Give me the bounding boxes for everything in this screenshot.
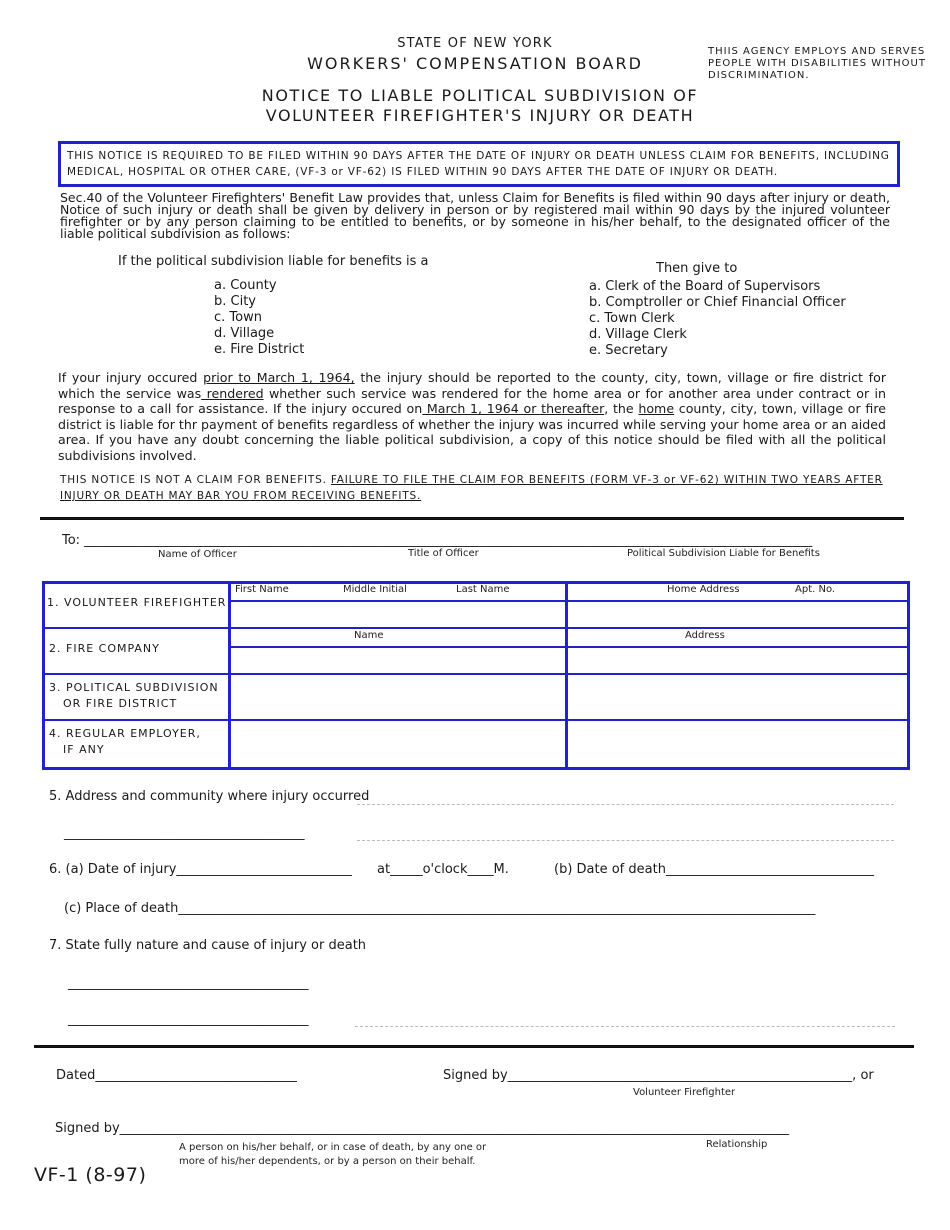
q6a-time-of-injury-field[interactable]: at_____o'clock____M. [377, 862, 509, 877]
last-name-caption: Last Name [456, 584, 510, 595]
first-name-caption: First Name [235, 584, 289, 595]
subdivision-list [214, 278, 304, 358]
form-number: VF-1 (8-97) [34, 1164, 147, 1186]
row-label-regular-employer: 4. REGULAR EMPLOYER, IF ANY [49, 727, 201, 756]
form-title-line-1: NOTICE TO LIABLE POLITICAL SUBDIVISION OF [261, 86, 699, 105]
section-divider [34, 1045, 914, 1048]
list-item: b. City [214, 294, 256, 309]
volunteer-firefighter-caption: Volunteer Firefighter [633, 1087, 736, 1098]
employer-name-field[interactable] [231, 721, 565, 767]
row-label-fire-company: 2. FIRE COMPANY [49, 642, 160, 655]
filing-deadline-notice: THIS NOTICE IS REQUIRED TO BE FILED WITHIN 90 DAYS AFTER THE DATE OF INJURY OR DEATH UNLESS CLAIM FOR BENEFITS, INCLUDING MEDICAL, HOSPITAL OR OTHER CARE, (VF-3 or VF-62) IS FILED WITHIN 90 DAYS AFTER THE DATE OF INJURY OR DEATH. [58, 141, 900, 187]
list-item: d. Village Clerk [589, 327, 687, 342]
middle-initial-caption: Middle Initial [343, 584, 407, 595]
agency-board-name: WORKERS' COMPENSATION BOARD [307, 54, 643, 73]
title-of-officer-caption: Title of Officer [408, 548, 479, 559]
firefighter-signature-field[interactable]: Signed by_____________________________________________________, or [443, 1068, 874, 1083]
subdivision-caption: Political Subdivision Liable for Benefits [627, 548, 820, 559]
list-item: a. Clerk of the Board of Supervisors [589, 279, 821, 294]
home-address-caption: Home Address [667, 584, 740, 595]
subdivision-name-field[interactable] [231, 675, 565, 719]
not-a-claim-warning: THIS NOTICE IS NOT A CLAIM FOR BENEFITS. FAILURE TO FILE THE CLAIM FOR BENEFITS (FORM VF-3 or VF-62) WITHIN TWO YEARS AFTER INJURY OR DEATH MAY BAR YOU FROM RECEIVING BENEFITS. [60, 474, 883, 502]
reporting-instructions: If your injury occured prior to March 1, 1964, the injury should be reported to the county, city, town, village or fire district for which the service was rendered whether such service was rendered for the home area or for another area under contract or in response to a call for assistance. If the injury occured on March 1, 1964 or thereafter, the home county, city, town, village or fire district is liable for thr payment of benefits regardless of whether the injury was incurred while serving your home area or an aided area. If you have any doubt concerning the liable political subdivision, a copy of this notice should be filed with all the political subdivisions involved. [58, 370, 887, 463]
row-label-political-subdivision: 3. POLITICAL SUBDIVISION OR FIRE DISTRICT [49, 681, 219, 710]
employer-address-field[interactable] [568, 721, 907, 767]
q7-nature-cause-line-1[interactable]: _____________________________________ [68, 976, 309, 991]
subdivision-address-field[interactable] [568, 675, 907, 719]
list-item: e. Fire District [214, 342, 305, 357]
firefighter-address-field[interactable] [568, 602, 907, 627]
give-to-heading: Then give to [656, 261, 738, 276]
firefighter-name-field[interactable] [231, 602, 565, 627]
q5-injury-address-label: 5. Address and community where injury occurred [49, 789, 370, 804]
q6c-place-of-death-field[interactable]: (c) Place of death__________________________________________________________________________________________________ [64, 901, 816, 916]
q7-nature-cause-label: 7. State fully nature and cause of injury or death [49, 938, 367, 953]
dated-field[interactable]: Dated_______________________________ [56, 1068, 297, 1083]
section-divider [40, 517, 904, 520]
officer-list [589, 279, 846, 359]
relationship-caption: Relationship [706, 1139, 768, 1150]
q6a-date-of-injury-field[interactable]: 6. (a) Date of injury___________________________ [49, 862, 352, 877]
name-of-officer-caption: Name of Officer [158, 549, 237, 560]
representative-caption: A person on his/her behalf, or in case of death, by any one or more of his/her dependents, or by a person on their behalf. [179, 1142, 487, 1167]
q7-nature-cause-line-2[interactable]: _____________________________________ [68, 1012, 309, 1027]
representative-signature-field[interactable]: Signed by_______________________________________________________________________________________________________ [55, 1121, 790, 1136]
list-item: d. Village [214, 326, 275, 341]
subdivision-heading: If the political subdivision liable for benefits is a [118, 254, 429, 269]
to-field[interactable]: To: ________________________________________________________________________________________________________________ [62, 533, 813, 548]
list-item: c. Town Clerk [589, 311, 675, 326]
q6b-date-of-death-field[interactable]: (b) Date of death________________________________ [554, 862, 874, 877]
list-item: b. Comptroller or Chief Financial Officer [589, 295, 846, 310]
fire-company-address-field[interactable] [568, 648, 907, 673]
form-title [200, 86, 760, 126]
company-address-caption: Address [685, 630, 725, 641]
agency-state: STATE OF NEW YORK [397, 36, 553, 51]
nondiscrimination-note: THIIS AGENCY EMPLOYS AND SERVES PEOPLE WITH DISABILITIES WITHOUT DISCRIMINATION. [708, 46, 926, 81]
list-item: e. Secretary [589, 343, 668, 358]
sec40-paragraph: Sec.40 of the Volunteer Firefighters' Benefit Law provides that, unless Claim for Benefits is filed within 90 days after injury or death, Notice of such injury or death shall be given by delivery in person or by registered mail within 90 days by the injured volunteer firefighter or by any person claiming to be entitled to benefits, or by someone in his/her behalf, to the designated officer of the liable political subdivision as follows: [60, 190, 890, 241]
claimant-info-table [42, 581, 910, 770]
form-title-line-2: VOLUNTEER FIREFIGHTER'S INJURY OR DEATH [265, 106, 695, 125]
fire-company-name-field[interactable] [231, 648, 565, 673]
company-name-caption: Name [354, 630, 384, 641]
row-label-volunteer-firefighter: 1. VOLUNTEER FIREFIGHTER [47, 596, 227, 609]
list-item: a. County [214, 278, 277, 293]
list-item: c. Town [214, 310, 262, 325]
apt-no-caption: Apt. No. [795, 584, 836, 595]
q5-injury-address-field[interactable]: _____________________________________ [64, 826, 305, 841]
